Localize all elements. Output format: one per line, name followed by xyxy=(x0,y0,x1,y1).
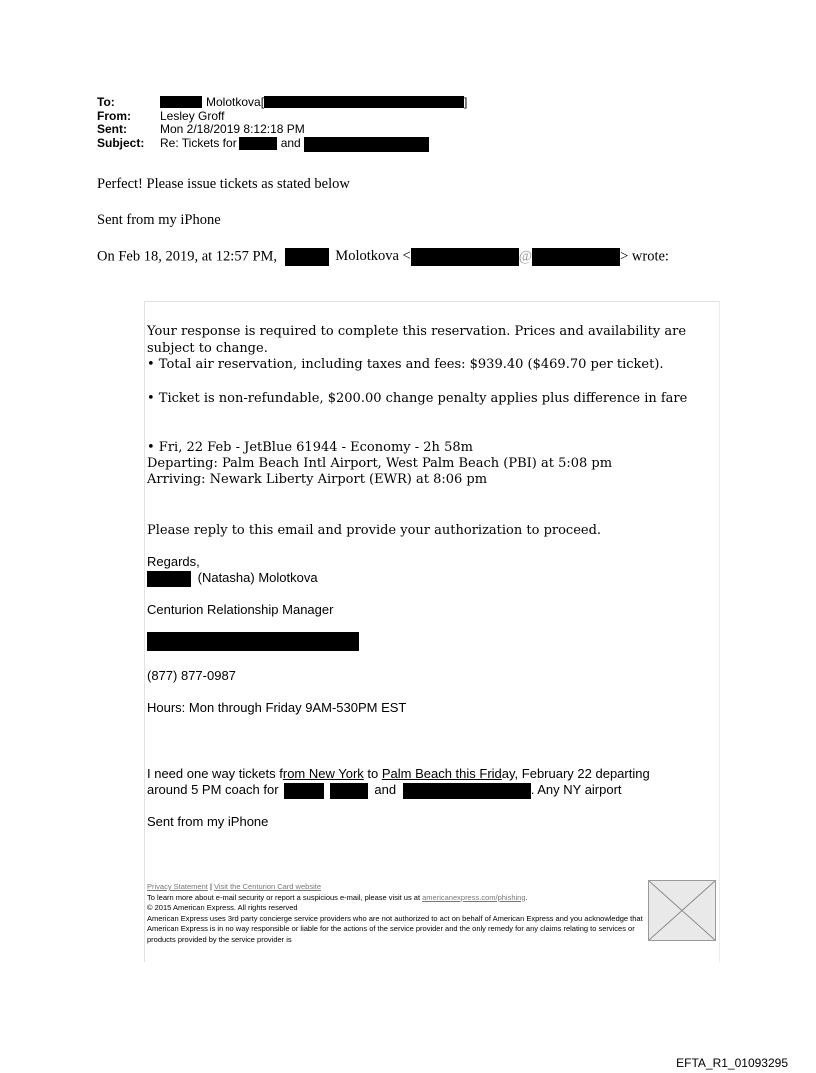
centurion-website-link[interactable]: Visit the Centurion Card website xyxy=(213,882,321,891)
request-part: I need one way tickets f xyxy=(147,766,283,781)
signature-name: (Natasha) Molotkova xyxy=(197,570,318,585)
departing-line: Departing: Palm Beach Intl Airport, West Palm Beach (PBI) at 5:08 pm xyxy=(147,456,613,471)
subject-label: Subject: xyxy=(97,135,145,150)
quoted-message xyxy=(144,301,720,962)
signature-title: Centurion Relationship Manager xyxy=(147,602,334,617)
redaction xyxy=(264,96,464,108)
redaction xyxy=(160,96,202,108)
sent-row xyxy=(97,123,467,137)
footer-links xyxy=(147,882,643,893)
request-part: to xyxy=(363,766,382,781)
phishing-link[interactable]: americanexpress.com/phishing xyxy=(422,892,526,902)
from-value: Lesley Groff xyxy=(160,108,225,123)
email-header xyxy=(97,96,467,152)
sent-value: Mon 2/18/2019 8:12:18 PM xyxy=(160,122,305,136)
to-row xyxy=(97,96,467,110)
quote-at: @ xyxy=(518,248,533,265)
total-bullet: • Total air reservation, including taxes and fees: $939.40 ($469.70 per ticket). xyxy=(147,357,664,372)
copyright: © 2015 American Express. All rights reserved xyxy=(147,903,298,912)
redaction xyxy=(147,571,191,587)
redaction xyxy=(330,783,368,799)
subject-row xyxy=(97,137,467,152)
request-part: around 5 PM coach for xyxy=(147,782,279,797)
sent-from-iphone: Sent from my iPhone xyxy=(147,814,269,829)
to-value: Molotkova[ xyxy=(206,95,265,109)
redaction xyxy=(532,248,620,266)
to-label: To: xyxy=(97,95,115,109)
flight-bullet: • Fri, 22 Feb - JetBlue 61944 - Economy - 2h 58m xyxy=(147,440,473,455)
quote-attribution xyxy=(97,248,669,266)
hours: Hours: Mon through Friday 9AM-530PM EST xyxy=(147,700,407,715)
from-row xyxy=(97,110,467,124)
redaction xyxy=(239,137,277,150)
quote-prefix: On Feb 18, 2019, at 12:57 PM, xyxy=(97,248,278,265)
request-part: ay, February 22 departing xyxy=(501,766,650,781)
footer-separator: | xyxy=(207,882,214,891)
redaction xyxy=(147,632,359,651)
request-part: rom New York xyxy=(282,766,364,781)
redaction xyxy=(284,783,324,799)
privacy-statement-link[interactable]: Privacy Statement xyxy=(147,882,208,891)
refund-bullet: • Ticket is non-refundable, $200.00 change penalty applies plus difference in fare xyxy=(147,391,688,406)
reservation-intro: Your response is required to complete this reservation. Prices and availability are subject to change. xyxy=(147,324,687,356)
sent-from-iphone: Sent from my iPhone xyxy=(97,212,221,228)
authorization-line: Please reply to this email and provide your authorization to proceed. xyxy=(147,523,602,538)
redaction xyxy=(304,137,429,152)
security-end: . xyxy=(525,892,528,902)
request-line-2 xyxy=(147,782,622,799)
request-part: . Any NY airport xyxy=(530,782,622,797)
quote-suffix: > wrote: xyxy=(620,248,669,265)
regards: Regards, xyxy=(147,554,200,569)
request-part: Palm Beach this Frid xyxy=(381,766,502,781)
disclaimer: American Express uses 3rd party concierge service providers who are not authorized to act on behalf of American Express and you acknowledge that American Express is in no way responsible or liable for the actions of the service provider and the only remedy for any claims relating to services or products provided by the service provider is xyxy=(147,913,643,944)
subject-value: Re: Tickets for xyxy=(160,135,237,150)
redaction xyxy=(285,248,329,266)
from-label: From: xyxy=(97,108,131,123)
reply-line: Perfect! Please issue tickets as stated below xyxy=(97,176,350,192)
amex-footer xyxy=(147,882,643,945)
phone-number: (877) 877-0987 xyxy=(147,668,236,683)
subject-and: and xyxy=(280,135,301,150)
sent-label: Sent: xyxy=(97,122,127,136)
request-part: and xyxy=(374,782,397,797)
security-text: To learn more about e-mail security or report a suspicious e-mail, please visit us at xyxy=(147,892,423,902)
quote-name: Molotkova < xyxy=(335,248,411,265)
image-placeholder-icon xyxy=(648,880,716,941)
to-close: ] xyxy=(464,95,468,109)
security-line xyxy=(147,893,643,904)
redaction xyxy=(403,783,531,799)
request-line-1 xyxy=(147,766,650,782)
redaction xyxy=(411,248,519,266)
signature-name-row xyxy=(147,570,318,587)
document-id: EFTA_R1_01093295 xyxy=(676,1056,788,1070)
arriving-line: Arriving: Newark Liberty Airport (EWR) at 8:06 pm xyxy=(147,472,488,487)
